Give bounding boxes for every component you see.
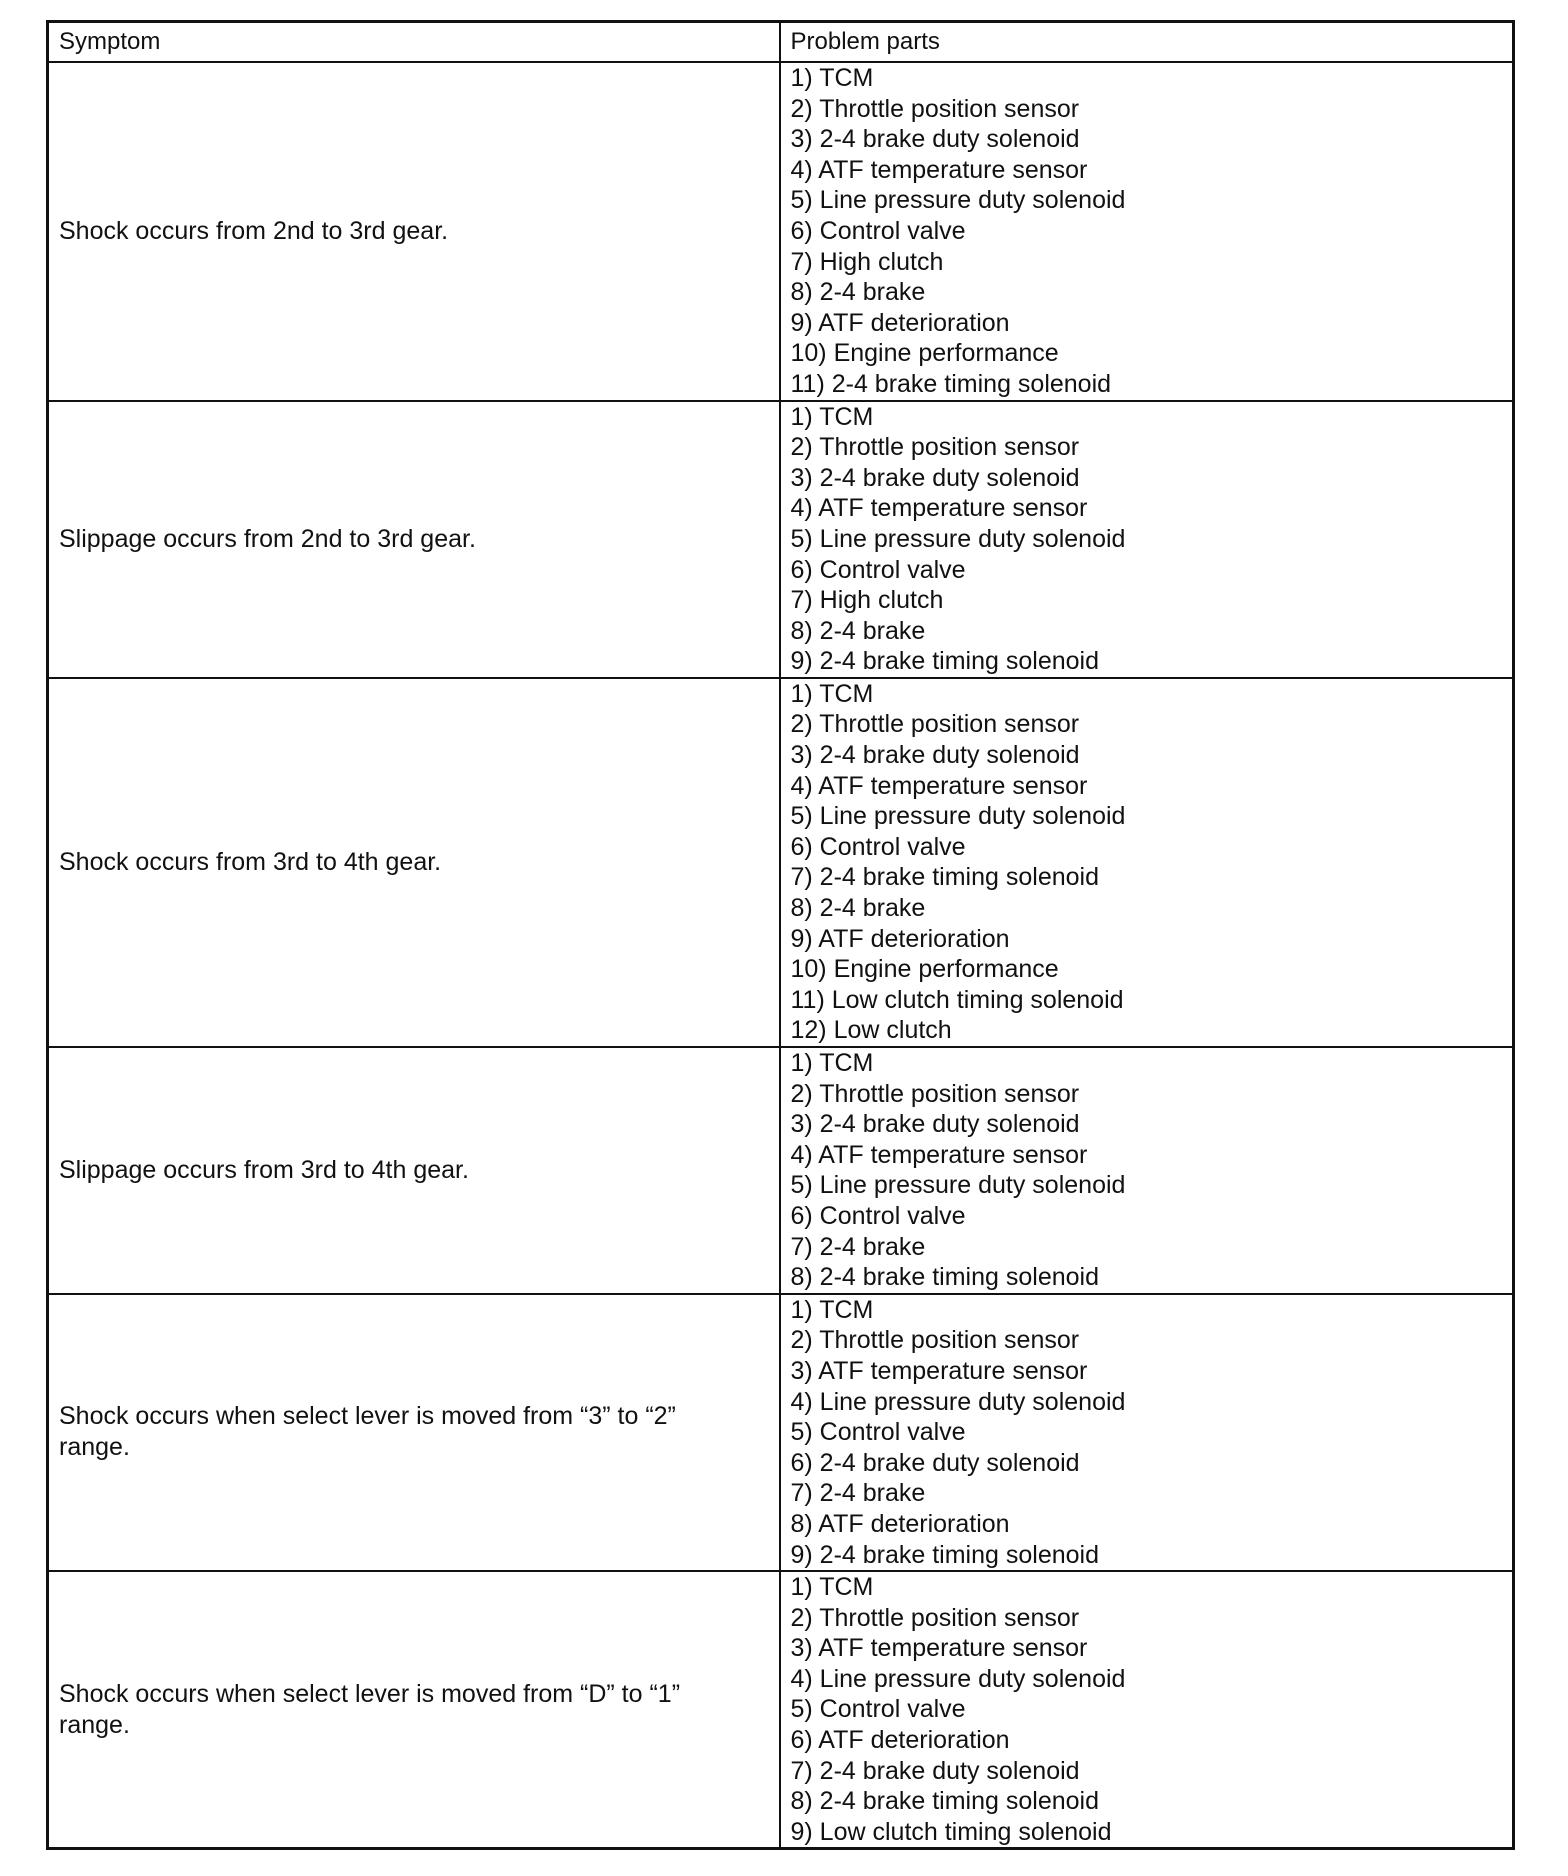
problem-parts-cell <box>780 1294 1514 1571</box>
list-item: 1) TCM <box>790 1295 874 1324</box>
list-item: 8) ATF deterioration <box>790 1509 1010 1538</box>
list-item: 4) Line pressure duty solenoid <box>790 1387 1126 1416</box>
list-item: 2) Throttle position sensor <box>790 1326 1080 1355</box>
symptom-cell <box>48 1294 780 1571</box>
list-item: 1) TCM <box>790 1573 874 1602</box>
list-item: 3) 2-4 brake duty solenoid <box>790 125 1080 154</box>
list-item: 1) TCM <box>790 679 874 708</box>
problem-parts-list <box>791 1295 1503 1570</box>
header-problem-parts: Problem parts <box>780 22 1514 63</box>
problem-parts-cell <box>780 1571 1514 1849</box>
list-item: 5) Control valve <box>790 1695 966 1724</box>
problem-parts-list <box>791 63 1503 400</box>
table-row <box>48 1294 1514 1571</box>
problem-parts-list <box>791 679 1503 1046</box>
symptom-text: Shock occurs when select lever is moved from “D” to “1” range. <box>59 1679 681 1739</box>
problem-parts-list <box>791 1048 1503 1293</box>
list-item: 2) Throttle position sensor <box>790 1079 1080 1108</box>
list-item: 9) Low clutch timing solenoid <box>790 1817 1112 1846</box>
list-item: 5) Line pressure duty solenoid <box>790 186 1126 215</box>
list-item: 7) 2-4 brake duty solenoid <box>790 1756 1080 1785</box>
header-symptom: Symptom <box>48 22 780 63</box>
table-row <box>48 401 1514 678</box>
symptom-text: Shock occurs when select lever is moved from “3” to “2” range. <box>59 1402 676 1462</box>
list-item: 3) 2-4 brake duty solenoid <box>790 1110 1080 1139</box>
list-item: 6) ATF deterioration <box>790 1726 1010 1755</box>
symptom-cell <box>48 1571 780 1849</box>
list-item: 8) 2-4 brake <box>790 616 926 645</box>
list-item: 1) TCM <box>790 402 874 431</box>
problem-parts-cell <box>780 1047 1514 1294</box>
list-item: 5) Line pressure duty solenoid <box>790 524 1126 553</box>
list-item: 5) Line pressure duty solenoid <box>790 802 1126 831</box>
list-item: 8) 2-4 brake <box>790 278 926 307</box>
symptom-text: Slippage occurs from 3rd to 4th gear. <box>59 1155 469 1184</box>
table-body <box>48 62 1514 1849</box>
list-item: 7) 2-4 brake <box>790 1479 926 1508</box>
list-item: 4) ATF temperature sensor <box>790 494 1088 523</box>
list-item: 9) ATF deterioration <box>790 924 1010 953</box>
symptom-text: Slippage occurs from 2nd to 3rd gear. <box>59 524 476 553</box>
list-item: 3) ATF temperature sensor <box>790 1634 1088 1663</box>
list-item: 3) ATF temperature sensor <box>790 1356 1088 1385</box>
list-item: 3) 2-4 brake duty solenoid <box>790 463 1080 492</box>
list-item: 4) ATF temperature sensor <box>790 771 1088 800</box>
list-item: 7) 2-4 brake <box>790 1232 926 1261</box>
list-item: 4) ATF temperature sensor <box>790 1140 1088 1169</box>
list-item: 2) Throttle position sensor <box>790 710 1080 739</box>
list-item: 2) Throttle position sensor <box>790 94 1080 123</box>
list-item: 12) Low clutch <box>790 1016 952 1045</box>
table-row <box>48 678 1514 1047</box>
list-item: 2) Throttle position sensor <box>790 433 1080 462</box>
problem-parts-list <box>791 402 1503 677</box>
list-item: 11) 2-4 brake timing solenoid <box>790 369 1112 398</box>
table-row <box>48 1047 1514 1294</box>
list-item: 9) ATF deterioration <box>790 308 1010 337</box>
list-item: 5) Control valve <box>790 1418 966 1447</box>
list-item: 6) Control valve <box>790 555 966 584</box>
symptom-cell <box>48 401 780 678</box>
list-item: 8) 2-4 brake timing solenoid <box>790 1787 1099 1816</box>
problem-parts-cell <box>780 401 1514 678</box>
symptom-cell <box>48 678 780 1047</box>
list-item: 7) High clutch <box>790 586 944 615</box>
list-item: 11) Low clutch timing solenoid <box>790 985 1124 1014</box>
list-item: 8) 2-4 brake <box>790 894 926 923</box>
list-item: 6) 2-4 brake duty solenoid <box>790 1448 1080 1477</box>
list-item: 5) Line pressure duty solenoid <box>790 1171 1126 1200</box>
list-item: 7) High clutch <box>790 247 944 276</box>
problem-parts-list <box>791 1572 1503 1847</box>
symptom-parts-table <box>46 20 1515 1850</box>
symptom-text: Shock occurs from 2nd to 3rd gear. <box>59 216 449 245</box>
symptom-text: Shock occurs from 3rd to 4th gear. <box>59 847 442 876</box>
list-item: 8) 2-4 brake timing solenoid <box>790 1263 1099 1292</box>
list-item: 1) TCM <box>790 64 874 92</box>
list-item: 6) Control valve <box>790 832 966 861</box>
list-item: 2) Throttle position sensor <box>790 1603 1080 1632</box>
table-header-row <box>48 22 1514 63</box>
list-item: 10) Engine performance <box>790 339 1059 368</box>
list-item: 3) 2-4 brake duty solenoid <box>790 741 1080 770</box>
list-item: 6) Control valve <box>790 216 966 245</box>
list-item: 4) Line pressure duty solenoid <box>790 1664 1126 1693</box>
list-item: 7) 2-4 brake timing solenoid <box>790 863 1099 892</box>
symptom-cell <box>48 62 780 401</box>
list-item: 6) Control valve <box>790 1201 966 1230</box>
list-item: 9) 2-4 brake timing solenoid <box>790 647 1099 676</box>
problem-parts-cell <box>780 678 1514 1047</box>
table-row <box>48 1571 1514 1849</box>
table-row <box>48 62 1514 401</box>
symptom-cell <box>48 1047 780 1294</box>
list-item: 9) 2-4 brake timing solenoid <box>790 1540 1099 1569</box>
problem-parts-cell <box>780 62 1514 401</box>
list-item: 4) ATF temperature sensor <box>790 155 1088 184</box>
list-item: 1) TCM <box>790 1049 874 1077</box>
list-item: 10) Engine performance <box>790 955 1059 984</box>
